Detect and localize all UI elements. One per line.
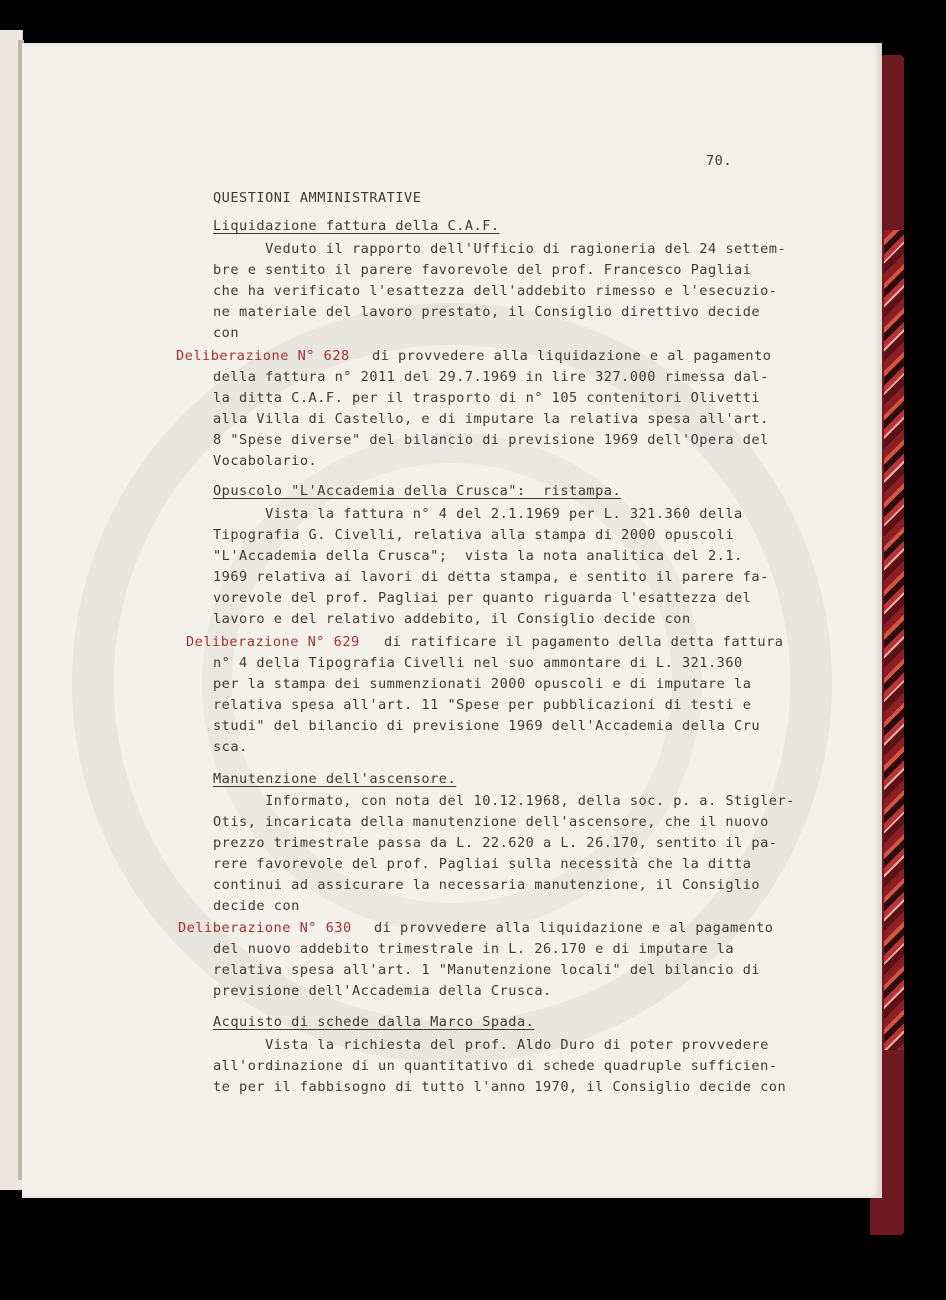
marbled-endpaper <box>884 230 904 1050</box>
intro-line: Tipografia G. Civelli, relativa alla stampa di 2000 opuscoli <box>213 527 735 543</box>
delib-line: di ratificare il pagamento della detta fattura <box>384 634 784 650</box>
delib-line: Vocabolario. <box>213 453 318 469</box>
intro-line: continui ad assicurare la necessaria manutenzione, il Consiglio <box>213 877 761 893</box>
intro-line: vorevole del prof. Pagliai per quanto riguarda l'esattezza del <box>213 590 752 606</box>
delib-line: di provvedere alla liquidazione e al pagamento <box>372 348 772 364</box>
intro-line: Informato, con nota del 10.12.1968, della soc. p. a. Stigler- <box>213 793 795 809</box>
delib-line: 8 "Spese diverse" del bilancio di previsione 1969 dell'Opera del <box>213 432 769 448</box>
deliberazione-label: Deliberazione N° 628 <box>176 348 350 364</box>
intro-line: Otis, incaricata della manutenzione dell'ascensore, che il nuovo <box>213 814 769 830</box>
intro-line: "L'Accademia della Crusca"; vista la nota analitica del 2.1. <box>213 548 743 564</box>
delib-line: n° 4 della Tipografia Civelli nel suo ammontare di L. 321.360 <box>213 655 743 671</box>
intro-line: ne materiale del lavoro prestato, il Consiglio direttivo decide <box>213 304 761 320</box>
deliberazione-label: Deliberazione N° 630 <box>178 920 352 936</box>
delib-line: per la stampa dei summenzionati 2000 opuscoli e di imputare la <box>213 676 752 692</box>
delib-line: del nuovo addebito trimestrale in L. 26.170 e di imputare la <box>213 941 735 957</box>
intro-line: che ha verificato l'esattezza dell'addebito rimesso e l'esecuzio- <box>213 283 778 299</box>
intro-line: all'ordinazione di un quantitativo di schede quadruple sufficien- <box>213 1058 778 1074</box>
delib-line: della fattura n° 2011 del 29.7.1969 in lire 327.000 rimessa dal- <box>213 369 769 385</box>
section-title: QUESTIONI AMMINISTRATIVE <box>213 190 422 206</box>
block-heading: Manutenzione dell'ascensore. <box>213 771 457 787</box>
delib-line: alla Villa di Castello, e di imputare la relativa spesa all'art. <box>213 411 769 427</box>
delib-line: di provvedere alla liquidazione e al pagamento <box>374 920 774 936</box>
intro-line: Vista la richiesta del prof. Aldo Duro di poter provvedere <box>213 1037 769 1053</box>
page-number: 70. <box>706 153 733 169</box>
delib-line: la ditta C.A.F. per il trasporto di n° 105 contenitori Olivetti <box>213 390 761 406</box>
block-heading: Acquisto di schede dalla Marco Spada. <box>213 1014 535 1030</box>
delib-line: studi" del bilancio di previsione 1969 dell'Accademia della Cru <box>213 718 761 734</box>
delib-line: relativa spesa all'art. 11 "Spese per pubblicazioni di testi e <box>213 697 752 713</box>
intro-line: rere favorevole del prof. Pagliai sulla necessità che la ditta <box>213 856 752 872</box>
intro-line: con <box>213 325 240 341</box>
delib-line: previsione dell'Accademia della Crusca. <box>213 983 552 999</box>
delib-line: sca. <box>213 739 248 755</box>
intro-line: bre e sentito il parere favorevole del prof. Francesco Pagliai <box>213 262 752 278</box>
intro-line: prezzo trimestrale passa da L. 22.620 a L. 26.170, sentito il pa- <box>213 835 778 851</box>
block-heading: Liquidazione fattura della C.A.F. <box>213 218 500 234</box>
block-heading: Opuscolo "L'Accademia della Crusca": ristampa. <box>213 483 622 499</box>
delib-line: relativa spesa all'art. 1 "Manutenzione locali" del bilancio di <box>213 962 761 978</box>
intro-line: te per il fabbisogno di tutto l'anno 1970, il Consiglio decide con <box>213 1079 787 1095</box>
intro-line: 1969 relativa ai lavori di detta stampa, e sentito il parere fa- <box>213 569 769 585</box>
intro-line: Veduto il rapporto dell'Ufficio di ragioneria del 24 settem- <box>213 241 787 257</box>
deliberazione-label: Deliberazione N° 629 <box>186 634 360 650</box>
intro-line: Vista la fattura n° 4 del 2.1.1969 per L. 321.360 della <box>213 506 743 522</box>
intro-line: decide con <box>213 898 300 914</box>
intro-line: lavoro e del relativo addebito, il Consiglio decide con <box>213 611 691 627</box>
